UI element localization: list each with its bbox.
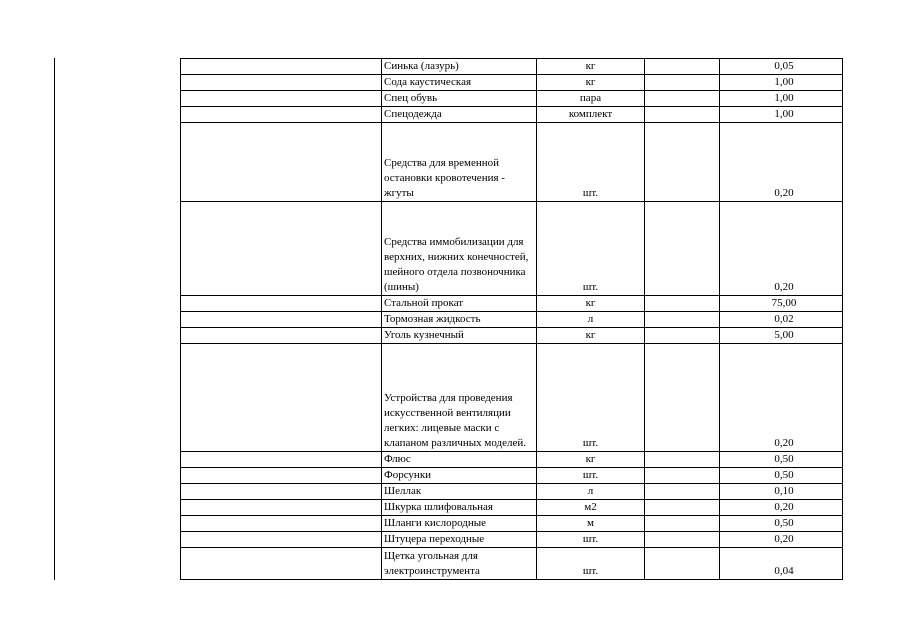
empty-cell xyxy=(645,500,720,516)
empty-cell xyxy=(645,516,720,532)
material-name-text: Уголь кузнечный xyxy=(384,329,464,341)
material-name-text: Шеллак xyxy=(384,485,422,497)
unit-cell xyxy=(537,75,645,91)
blank-cell xyxy=(181,468,382,484)
unit-cell xyxy=(537,59,645,75)
quantity-cell xyxy=(720,202,843,296)
unit-cell xyxy=(537,532,645,548)
blank-cell xyxy=(181,202,382,296)
empty-cell xyxy=(645,468,720,484)
quantity-cell xyxy=(720,328,843,344)
unit-cell xyxy=(537,296,645,312)
material-name-cell xyxy=(382,548,537,580)
quantity-text: 0,20 xyxy=(774,501,794,513)
materials-table-body xyxy=(181,59,843,580)
quantity-text: 0,20 xyxy=(774,437,794,449)
quantity-text: 0,20 xyxy=(774,187,794,199)
quantity-text: 1,00 xyxy=(774,92,794,104)
quantity-text: 0,10 xyxy=(774,485,794,497)
quantity-text: 0,50 xyxy=(774,517,794,529)
quantity-text: 1,00 xyxy=(774,76,794,88)
empty-cell xyxy=(645,328,720,344)
blank-cell xyxy=(181,59,382,75)
blank-cell xyxy=(181,296,382,312)
table-row xyxy=(181,468,843,484)
table-row xyxy=(181,202,843,296)
table-row xyxy=(181,548,843,580)
material-name-text: Синька (лазурь) xyxy=(384,60,459,72)
unit-cell xyxy=(537,328,645,344)
blank-cell xyxy=(181,548,382,580)
material-name-text: Шланги кислородные xyxy=(384,517,487,529)
unit-text: м2 xyxy=(584,501,597,513)
material-name-cell xyxy=(382,516,537,532)
blank-cell xyxy=(181,532,382,548)
material-name-text: Стальной прокат xyxy=(384,297,464,309)
material-name-text: Щетка угольная для электроинструмента xyxy=(384,550,480,577)
material-name-text: Сода каустическая xyxy=(384,76,472,88)
quantity-cell xyxy=(720,548,843,580)
material-name-cell xyxy=(382,344,537,452)
material-name-text: Форсунки xyxy=(384,469,432,481)
material-name-cell xyxy=(382,202,537,296)
quantity-cell xyxy=(720,75,843,91)
quantity-text: 0,05 xyxy=(774,60,794,72)
blank-cell xyxy=(181,107,382,123)
unit-text: комплект xyxy=(568,108,613,120)
material-name-text: Флюс xyxy=(384,453,411,465)
unit-cell xyxy=(537,91,645,107)
quantity-text: 0,02 xyxy=(774,313,794,325)
table-row xyxy=(181,328,843,344)
quantity-text: 75,00 xyxy=(771,297,797,309)
unit-cell xyxy=(537,548,645,580)
unit-text: шт. xyxy=(582,565,599,577)
unit-cell xyxy=(537,312,645,328)
quantity-cell xyxy=(720,91,843,107)
material-name-cell xyxy=(382,123,537,202)
empty-cell xyxy=(645,75,720,91)
quantity-cell xyxy=(720,312,843,328)
table-row xyxy=(181,312,843,328)
unit-text: пара xyxy=(579,92,602,104)
table-row xyxy=(181,107,843,123)
quantity-cell xyxy=(720,107,843,123)
table-row xyxy=(181,452,843,468)
material-name-cell xyxy=(382,328,537,344)
quantity-cell xyxy=(720,484,843,500)
table-row xyxy=(181,484,843,500)
unit-text: м xyxy=(587,517,594,529)
unit-cell xyxy=(537,500,645,516)
material-name-text: Средства для временной остановки кровотечения - жгуты xyxy=(384,157,505,199)
unit-text: шт. xyxy=(582,437,599,449)
empty-cell xyxy=(645,548,720,580)
material-name-cell xyxy=(382,75,537,91)
table-row xyxy=(181,91,843,107)
material-name-cell xyxy=(382,91,537,107)
material-name-text: Средства иммобилизации для верхних, нижних конечностей, шейного отдела позвоночника (шины) xyxy=(384,236,529,293)
unit-text: кг xyxy=(585,76,596,88)
material-name-cell xyxy=(382,500,537,516)
page-margin-line xyxy=(54,58,55,580)
quantity-text: 0,20 xyxy=(774,533,794,545)
unit-cell xyxy=(537,468,645,484)
material-name-text: Спец обувь xyxy=(384,92,438,104)
unit-cell xyxy=(537,107,645,123)
material-name-cell xyxy=(382,484,537,500)
table-row xyxy=(181,59,843,75)
blank-cell xyxy=(181,91,382,107)
table-row xyxy=(181,344,843,452)
quantity-cell xyxy=(720,532,843,548)
material-name-text: Спецодежда xyxy=(384,108,442,120)
blank-cell xyxy=(181,452,382,468)
empty-cell xyxy=(645,452,720,468)
quantity-text: 0,50 xyxy=(774,453,794,465)
unit-cell xyxy=(537,123,645,202)
quantity-cell xyxy=(720,500,843,516)
quantity-text: 0,20 xyxy=(774,281,794,293)
unit-cell xyxy=(537,344,645,452)
blank-cell xyxy=(181,75,382,91)
material-name-cell xyxy=(382,468,537,484)
table-row xyxy=(181,532,843,548)
unit-text: л xyxy=(587,485,594,497)
table-row xyxy=(181,516,843,532)
table-row xyxy=(181,296,843,312)
table-row xyxy=(181,500,843,516)
material-name-cell xyxy=(382,296,537,312)
table-row xyxy=(181,75,843,91)
blank-cell xyxy=(181,312,382,328)
unit-text: шт. xyxy=(582,281,599,293)
empty-cell xyxy=(645,532,720,548)
quantity-cell xyxy=(720,59,843,75)
unit-cell xyxy=(537,484,645,500)
unit-text: кг xyxy=(585,329,596,341)
unit-text: шт. xyxy=(582,187,599,199)
blank-cell xyxy=(181,516,382,532)
unit-text: шт. xyxy=(582,469,599,481)
unit-text: кг xyxy=(585,453,596,465)
unit-cell xyxy=(537,202,645,296)
quantity-text: 5,00 xyxy=(774,329,794,341)
material-name-text: Тормозная жидкость xyxy=(384,313,481,325)
blank-cell xyxy=(181,344,382,452)
quantity-cell xyxy=(720,344,843,452)
blank-cell xyxy=(181,500,382,516)
empty-cell xyxy=(645,296,720,312)
quantity-cell xyxy=(720,468,843,484)
quantity-cell xyxy=(720,296,843,312)
empty-cell xyxy=(645,91,720,107)
blank-cell xyxy=(181,123,382,202)
material-name-text: Штуцера переходные xyxy=(384,533,485,545)
quantity-text: 0,04 xyxy=(774,565,794,577)
empty-cell xyxy=(645,484,720,500)
material-name-cell xyxy=(382,532,537,548)
material-name-text: Шкурка шлифовальная xyxy=(384,501,493,513)
empty-cell xyxy=(645,202,720,296)
quantity-text: 0,50 xyxy=(774,469,794,481)
table-row xyxy=(181,123,843,202)
unit-cell xyxy=(537,452,645,468)
blank-cell xyxy=(181,328,382,344)
unit-text: кг xyxy=(585,60,596,72)
empty-cell xyxy=(645,107,720,123)
material-name-cell xyxy=(382,312,537,328)
quantity-cell xyxy=(720,123,843,202)
empty-cell xyxy=(645,59,720,75)
materials-table xyxy=(180,58,843,580)
quantity-cell xyxy=(720,452,843,468)
unit-text: шт. xyxy=(582,533,599,545)
empty-cell xyxy=(645,123,720,202)
material-name-cell xyxy=(382,452,537,468)
material-name-text: Устройства для проведения искусственной вентиляции легких: лицевые маски с клапаном различных моделей. xyxy=(384,392,527,449)
unit-text: кг xyxy=(585,297,596,309)
unit-text: л xyxy=(587,313,594,325)
empty-cell xyxy=(645,312,720,328)
unit-cell xyxy=(537,516,645,532)
material-name-cell xyxy=(382,107,537,123)
empty-cell xyxy=(645,344,720,452)
material-name-cell xyxy=(382,59,537,75)
blank-cell xyxy=(181,484,382,500)
quantity-cell xyxy=(720,516,843,532)
quantity-text: 1,00 xyxy=(774,108,794,120)
